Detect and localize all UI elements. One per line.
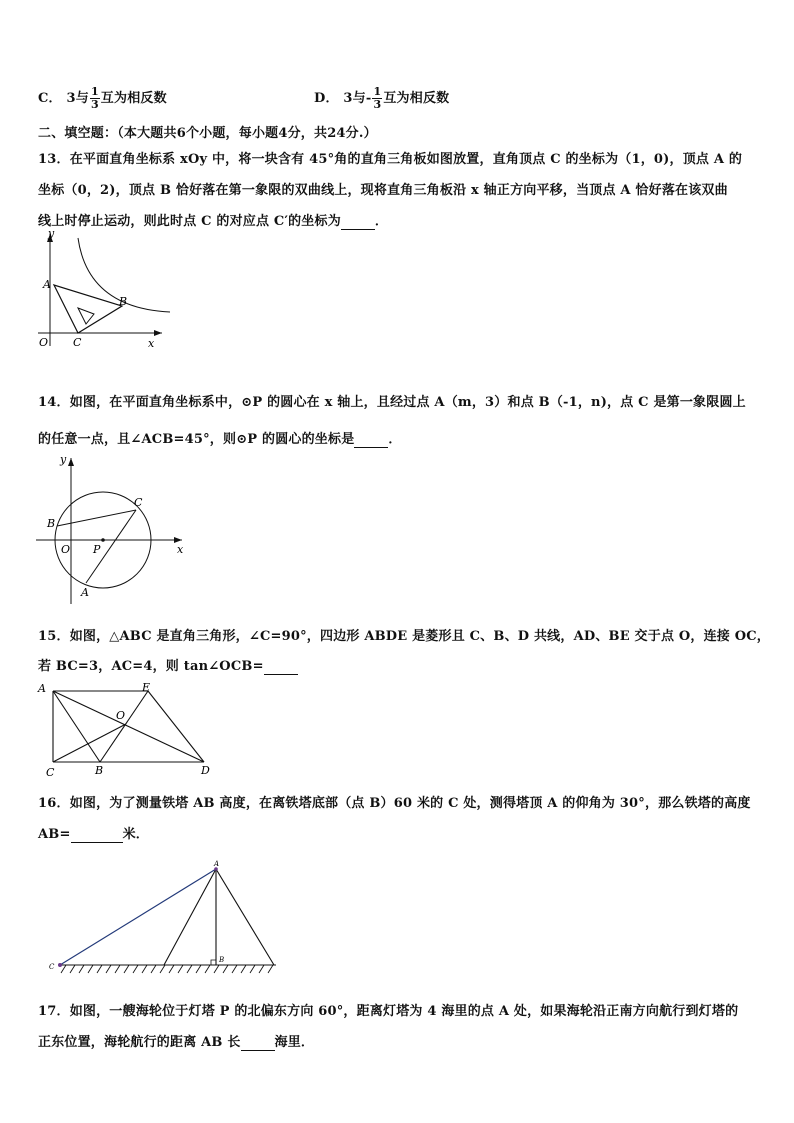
q14-label-b: B: [47, 517, 56, 530]
q15-line1: 15．如图，△ABC 是直角三角形，∠C=90°，四边形 ABDE 是菱形且 C、B、D 共线，AD、BE 交于点 O，连接 OC，: [38, 629, 770, 644]
q14-answer-blank[interactable]: [354, 432, 388, 448]
q15-label-a: A: [38, 682, 46, 695]
q13-label-a: A: [43, 278, 51, 291]
q13-label-y: y: [48, 227, 55, 240]
q13-line3: [38, 210, 388, 230]
q13-answer-blank[interactable]: [341, 214, 375, 230]
q13-label-b: B: [119, 295, 128, 308]
q17-answer-blank[interactable]: [241, 1035, 275, 1051]
q16-line2: [38, 823, 149, 843]
q17-line2-post: 海里．: [274, 1035, 315, 1050]
option-d-fraction: [372, 86, 382, 111]
option-c-num: 1: [90, 85, 99, 98]
q16-label-c: C: [49, 963, 55, 971]
q15-line2: [38, 655, 298, 675]
q14-label-x: x: [177, 543, 184, 556]
q16-figure: [44, 856, 284, 982]
option-c: [38, 86, 167, 111]
q16-answer-blank[interactable]: [71, 827, 123, 843]
q16-line2-post: 米．: [122, 827, 149, 842]
q15-label-e: E: [142, 681, 151, 694]
q15-label-c: C: [46, 766, 55, 779]
q14-line1: 14．如图，在平面直角坐标系中，⊙P 的圆心在 x 轴上，且经过点 A（m，3）和点 B（-1，n)，点 C 是第一象限圆上: [38, 395, 746, 410]
option-c-fraction: [90, 86, 100, 111]
q15-label-o: O: [116, 709, 126, 722]
q13-label-c: C: [73, 336, 82, 349]
q13-figure: [30, 228, 180, 352]
q14-label-o: O: [61, 543, 71, 556]
q15-answer-blank[interactable]: [264, 659, 298, 675]
option-d: [314, 86, 449, 111]
q14-figure: [30, 452, 190, 604]
option-d-den: 3: [373, 98, 382, 111]
option-c-den: 3: [90, 98, 99, 111]
option-d-post: 互为相反数: [383, 91, 450, 106]
q14-line2-pre: 的任意一点，且∠ACB=45°，则⊙P 的圆心的坐标是: [38, 432, 355, 447]
q13-line3-pre: 线上时停止运动，则此时点 C 的对应点 C′的坐标为: [38, 214, 341, 229]
q16-line1: 16．如图，为了测量铁塔 AB 高度，在离铁塔底部（点 B）60 米的 C 处，测得塔顶 A 的仰角为 30°，那么铁塔的高度: [38, 796, 751, 811]
q15-label-d: D: [201, 764, 210, 777]
q17-line2-pre: 正东位置，海轮航行的距离 AB 长: [38, 1035, 241, 1050]
q13-label-x: x: [148, 337, 155, 350]
q14-label-c: C: [134, 496, 143, 509]
q14-label-p: P: [93, 543, 101, 556]
q14-line2-post: ．: [388, 432, 402, 447]
option-c-letter: C．: [38, 91, 62, 106]
option-c-post: 互为相反数: [100, 91, 167, 106]
q15-figure: [36, 678, 216, 778]
q14-label-y: y: [60, 453, 67, 466]
q14-label-a: A: [81, 586, 89, 599]
option-d-pre: 3与: [343, 91, 366, 106]
q15-label-b: B: [95, 764, 104, 777]
q17-line1: 17．如图，一艘海轮位于灯塔 P 的北偏东方向 60°，距离灯塔为 4 海里的点 A 处，如果海轮沿正南方向航行到灯塔的: [38, 1004, 739, 1019]
option-d-num: 1: [373, 85, 382, 98]
option-d-sign: -: [365, 91, 372, 106]
q14-line2: [38, 428, 402, 448]
q16-line2-pre: AB=: [38, 827, 71, 842]
q13-label-o: O: [39, 336, 49, 349]
q15-line2-pre: 若 BC=3，AC=4，则 tan∠OCB=: [38, 659, 264, 674]
q16-label-b: B: [219, 956, 225, 964]
option-d-letter: D．: [314, 91, 339, 106]
section-title: 二、填空题：（本大题共6个小题，每小题4分，共24分.）: [38, 126, 377, 141]
q13-line1: 13．在平面直角坐标系 xOy 中，将一块含有 45°角的直角三角板如图放置，直角顶点 C 的坐标为（1，0)，顶点 A 的: [38, 152, 743, 167]
q16-label-a: A: [214, 860, 220, 868]
q13-line2: 坐标（0，2)，顶点 B 恰好落在第一象限的双曲线上，现将直角三角板沿 x 轴正方向平移，当顶点 A 恰好落在该双曲: [38, 183, 728, 198]
q13-line3-post: ．: [374, 214, 389, 229]
q17-line2: [38, 1031, 314, 1051]
option-c-pre: 3与: [66, 91, 89, 106]
